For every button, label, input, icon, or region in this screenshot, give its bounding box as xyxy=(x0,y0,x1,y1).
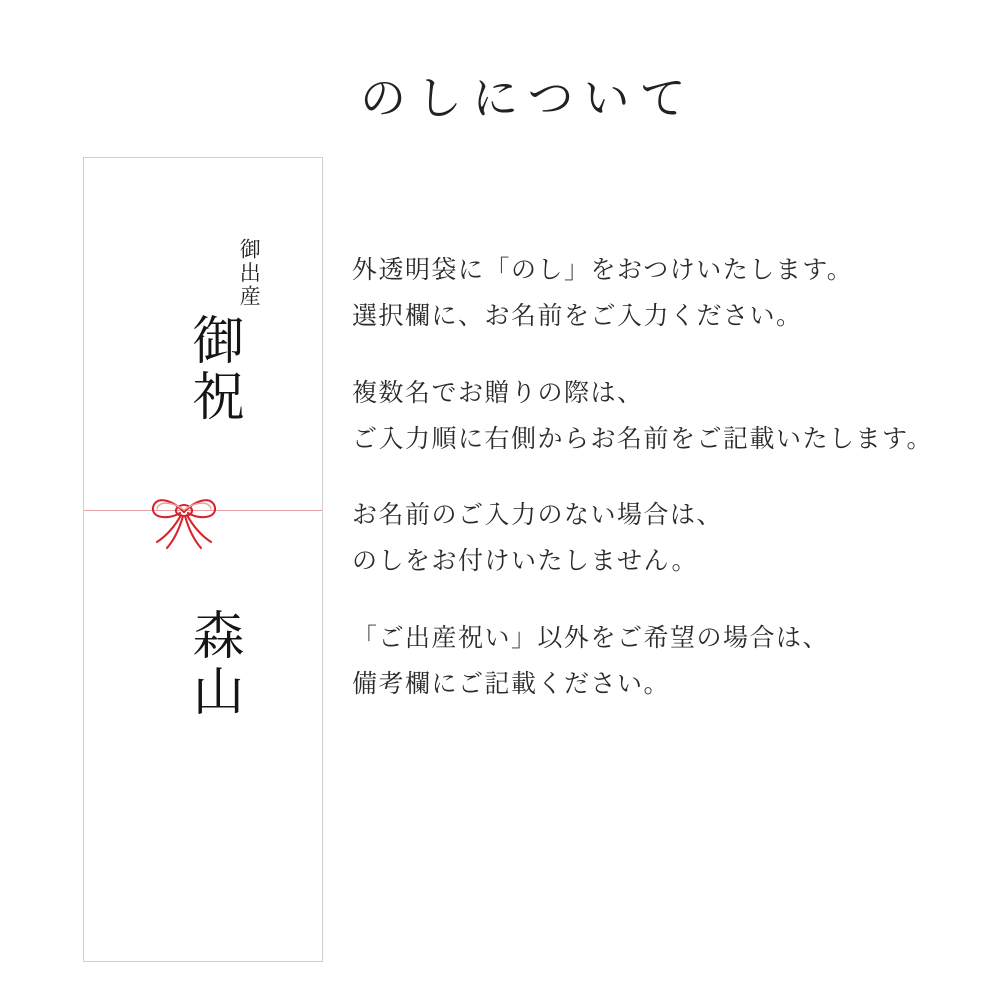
noshi-description xyxy=(352,248,992,708)
description-paragraph xyxy=(352,371,992,464)
description-paragraph xyxy=(352,616,992,709)
description-paragraph xyxy=(352,248,992,341)
noshi-main-label: 御祝 xyxy=(184,313,241,426)
noshi-card xyxy=(83,157,323,962)
description-line: 選択欄に、お名前をご入力ください。 xyxy=(352,303,803,331)
description-line: 備考欄にご記載ください。 xyxy=(352,670,671,698)
description-line: 「ご出産祝い」以外をご希望の場合は、 xyxy=(352,624,830,652)
noshi-occasion-label: 御出産 xyxy=(237,238,262,309)
description-line: 外透明袋に「のし」をおつけいたします。 xyxy=(352,257,854,284)
description-paragraph xyxy=(352,493,992,586)
description-line: のしをお付けいたしません。 xyxy=(352,548,699,576)
description-line: お名前のご入力のない場合は、 xyxy=(352,502,724,529)
description-line: ご入力順に右側からお名前をご記載いたします。 xyxy=(352,425,934,453)
page-title: のしについて xyxy=(360,73,696,124)
noshi-name-label: 森山 xyxy=(184,608,241,721)
mizuhiki-bow-icon xyxy=(124,458,244,566)
description-line: 複数名でお贈りの際は、 xyxy=(352,379,644,407)
